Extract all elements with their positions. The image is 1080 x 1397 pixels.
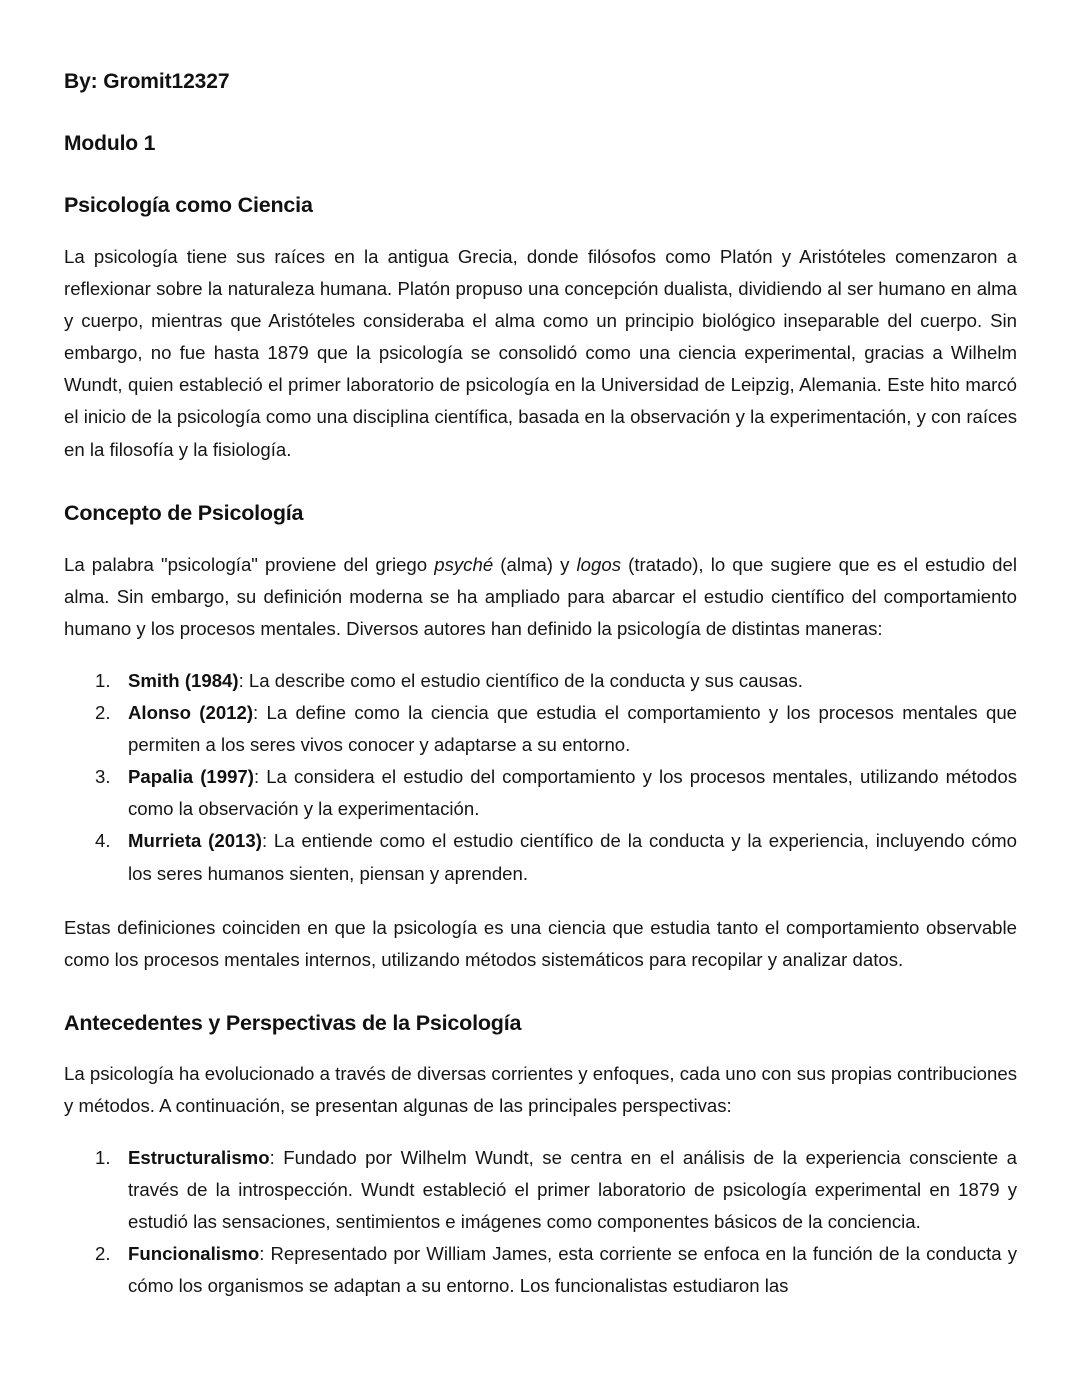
list-item-body: : Representado por William James, esta corriente se enfoca en la función de la conducta y cómo los organismos se adaptan a su entorno. Los funcionalistas estudiaron las [128,1243,1017,1297]
list-item [64,1238,1017,1302]
concepto-intro-mid: (alma) y [493,553,577,575]
list-item-body: : La entiende como el estudio científico de la conducta y la experiencia, incluyendo cómo los seres humanos sienten, piensan y aprenden. [128,830,1017,884]
list-item [64,825,1017,889]
list-perspectivas [64,1142,1017,1302]
list-item-text [128,697,1017,761]
concepto-intro-before: La palabra "psicología" proviene del griego [64,553,435,575]
list-item-author: Alonso (2012) [128,702,254,724]
greek-term-psyche: psyché [434,553,494,575]
paragraph-perspectivas-intro: La psicología ha evolucionado a través de diversas corrientes y enfoques, cada uno con sus propias contribuciones y métodos. A continuación, se presentan algunas de las principales perspectivas: [64,1062,1017,1116]
paragraph-historia-psicologia: La psicología tiene sus raíces en la antigua Grecia, donde filósofos como Platón y Aristóteles comenzaron a reflexionar sobre la naturaleza humana. Platón propuso una concepción dualista, dividiendo al ser humano en alma y cuerpo, mientras que Aristóteles consideraba el alma como un principio biológico inseparable del cuerpo. Sin embargo, no fue hasta 1879 que la psicología se consolidó como una ciencia experimental, gracias a Wilhelm Wundt, quien estableció el primer laboratorio de psicología en la Universidad de Leipzig, Alemania. Este hito marcó el inicio de la psicología como una disciplina científica, basada en la observación y la experimentación, y con raíces en la filosofía y la fisiología. [64,246,1017,460]
list-item-body: : Fundado por Wilhelm Wundt, se centra en el análisis de la experiencia consciente a través de la introspección. Wundt estableció el primer laboratorio de psicología experimental en 1879 y estudió las sensaciones, sentimientos e imágenes como componentes básicos de la conciencia. [128,1146,1017,1233]
paragraph-concepto-intro [64,549,1017,645]
list-item [64,1142,1017,1238]
list-item [64,665,1017,697]
list-item-text [128,761,1017,825]
section-heading-psicologia-como-ciencia: Psicología como Ciencia [64,193,313,217]
list-item-text [128,665,1017,697]
list-item-perspective-name: Estructuralismo [128,1146,270,1168]
list-item-text [128,1238,1017,1302]
list-item-body: : La describe como el estudio científico de la conducta y sus causas. [238,669,803,691]
list-marker: 2. [95,702,111,724]
list-item-perspective-name: Funcionalismo [128,1243,260,1265]
list-item [64,761,1017,825]
list-definiciones-autores [64,665,1017,890]
list-item [64,697,1017,761]
list-item-text [128,1142,1017,1238]
paragraph-definiciones-resumen: Estas definiciones coinciden en que la psicología es una ciencia que estudia tanto el comportamiento observable como los procesos mentales internos, utilizando métodos sistemáticos para recopilar y analizar datos. [64,916,1017,970]
list-marker: 3. [95,766,111,788]
list-marker: 2. [95,1243,111,1265]
document-module-title: Modulo 1 [64,132,156,155]
list-marker: 1. [95,669,111,691]
list-marker: 4. [95,830,111,852]
list-item-text [128,825,1017,889]
list-marker: 1. [95,1146,111,1168]
list-item-author: Papalia (1997) [128,766,254,788]
list-item-author: Smith (1984) [128,669,239,691]
concepto-intro-after: (tratado), lo que sugiere que es el estudio del alma. Sin embargo, su definición moderna se ha ampliado para abarcar el estudio científico del comportamiento humano y los procesos mentales. Diversos autores han definido la psicología de distintas maneras: [64,553,1017,639]
list-item-author: Murrieta (2013) [128,830,262,852]
document-byline: By: Gromit12327 [64,70,230,93]
section-heading-antecedentes-y-perspectivas: Antecedentes y Perspectivas de la Psicología [64,1010,522,1035]
section-heading-concepto-de-psicologia: Concepto de Psicología [64,500,304,525]
list-item-body: : La define como la ciencia que estudia el comportamiento y los procesos mentales que permiten a los seres vivos conocer y adaptarse a su entorno. [128,702,1018,756]
list-item-body: : La considera el estudio del comportamiento y los procesos mentales, utilizando métodos como la observación y la experimentación. [128,766,1017,820]
greek-term-logos: logos [576,553,621,575]
